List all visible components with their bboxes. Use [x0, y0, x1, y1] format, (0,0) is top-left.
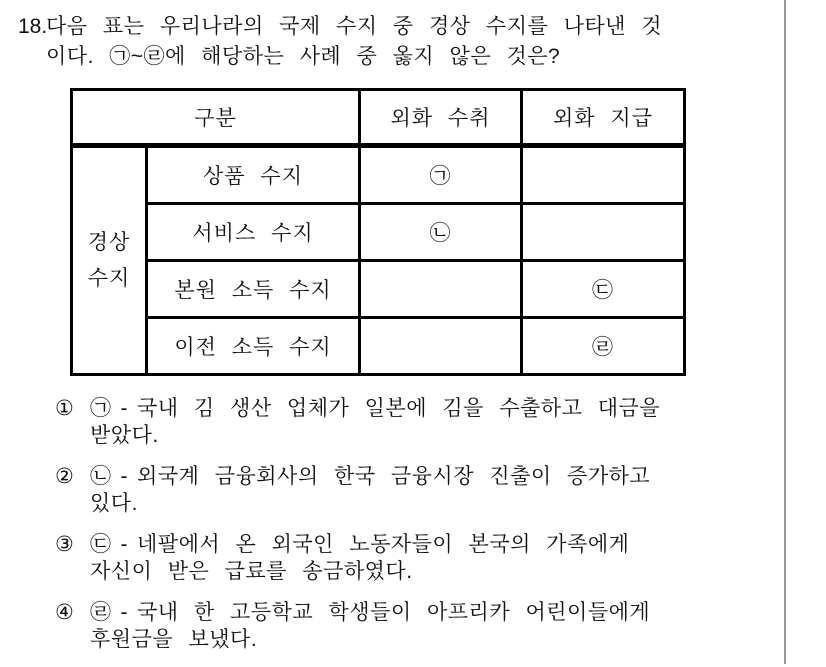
- question-block: [18, 12, 773, 72]
- column-divider-line: [784, 0, 786, 664]
- choice-2-dash: -: [120, 465, 128, 488]
- choice-1-number: ①: [55, 397, 74, 420]
- choice-4-line2: 후원금을 보냈다.: [90, 628, 258, 651]
- choice-2: [0, 463, 780, 517]
- choice-4-line1: [90, 599, 780, 626]
- choice-4: [0, 599, 780, 653]
- marker-cell-services-receipt: ㉡: [360, 204, 522, 261]
- choice-1-dash: -: [120, 397, 128, 420]
- choice-3-line1: [90, 531, 780, 558]
- choice-1-line1: [90, 395, 780, 422]
- marker-cell-transfer-income-receipt: [360, 318, 522, 375]
- choice-2-text: 외국계 금융회사의 한국 금융시장 진출이 증가하고: [137, 465, 651, 488]
- marker-cell-transfer-income-payment: ㉣: [522, 318, 685, 375]
- question-text-line2: 이다. ㉠~㉣에 해당하는 사례 중 옳지 않은 것은?: [46, 45, 561, 68]
- question-number: 18.: [18, 15, 48, 38]
- choice-3: [0, 531, 780, 585]
- choice-3-marker: ㉢: [90, 533, 112, 556]
- current-account-table: [70, 88, 686, 376]
- choice-4-dash: -: [120, 601, 128, 624]
- choice-1-text: 국내 김 생산 업체가 일본에 김을 수출하고 대금을: [137, 397, 661, 420]
- row-label-services-balance: 서비스 수지: [147, 204, 360, 261]
- header-cell-category: 구분: [72, 90, 360, 146]
- answer-choices: [0, 395, 780, 667]
- table-header-row: [72, 90, 685, 146]
- row-group-label-line1: 경상: [87, 230, 131, 254]
- header-cell-foreign-currency-receipt: 외화 수취: [360, 90, 522, 146]
- row-group-current-account: [72, 146, 147, 375]
- marker-cell-goods-receipt: ㉠: [360, 146, 522, 204]
- choice-4-marker: ㉣: [90, 601, 112, 624]
- choice-3-number: ③: [55, 533, 74, 556]
- question-text-line1: 다음 표는 우리나라의 국제 수지 중 경상 수지를 나타낸 것: [46, 15, 663, 38]
- choice-2-line2: 있다.: [90, 492, 138, 515]
- table-row-transfer-income: [72, 318, 685, 375]
- table-row-primary-income: [72, 261, 685, 318]
- choice-3-text: 네팔에서 온 외국인 노동자들이 본국의 가족에게: [137, 533, 630, 556]
- marker-cell-services-payment: [522, 204, 685, 261]
- header-cell-foreign-currency-payment: 외화 지급: [522, 90, 685, 146]
- choice-4-text: 국내 한 고등학교 학생들이 아프리카 어린이들에게: [137, 601, 651, 624]
- choice-1-marker: ㉠: [90, 397, 112, 420]
- choice-1: [0, 395, 780, 449]
- table-row-goods: [72, 146, 685, 204]
- choice-2-line1: [90, 463, 780, 490]
- marker-cell-primary-income-receipt: [360, 261, 522, 318]
- marker-cell-primary-income-payment: ㉢: [522, 261, 685, 318]
- choice-4-number: ④: [55, 601, 74, 624]
- marker-cell-goods-payment: [522, 146, 685, 204]
- row-label-transfer-income-balance: 이전 소득 수지: [147, 318, 360, 375]
- row-group-label-line2: 수지: [87, 266, 131, 290]
- row-label-primary-income-balance: 본원 소득 수지: [147, 261, 360, 318]
- choice-2-marker: ㉡: [90, 465, 112, 488]
- choice-3-line2: 자신이 받은 급료를 송금하였다.: [90, 560, 413, 583]
- choice-1-line2: 받았다.: [90, 424, 159, 447]
- choice-3-dash: -: [120, 533, 128, 556]
- choice-2-number: ②: [55, 465, 74, 488]
- row-label-goods-balance: 상품 수지: [147, 146, 360, 204]
- table-row-services: [72, 204, 685, 261]
